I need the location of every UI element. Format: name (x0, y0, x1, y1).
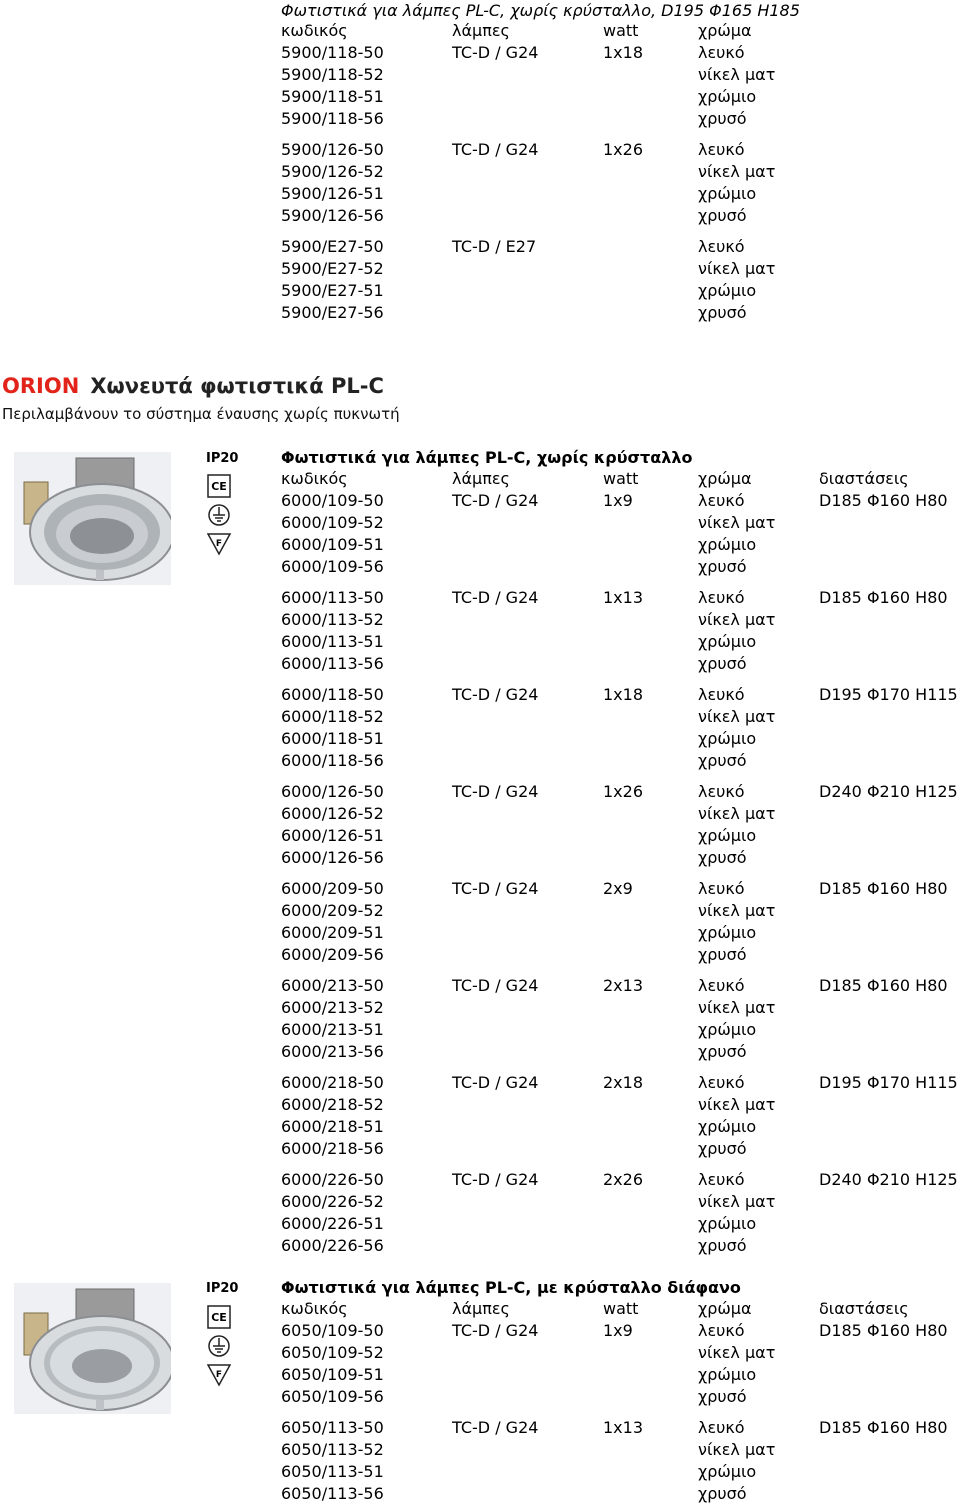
category-title: Χωνευτά φωτιστικά PL-C (90, 374, 384, 398)
product-code: 6000/118-50 (281, 685, 384, 704)
product-color: χρυσό (698, 557, 747, 576)
lamp-type: TC-D / G24 (452, 685, 539, 704)
product-photo-downlight (14, 452, 171, 589)
wattage: 2x9 (603, 879, 633, 898)
wattage: 1x18 (603, 43, 644, 62)
wattage: 1x13 (603, 1418, 644, 1437)
product-code: 6000/109-52 (281, 513, 384, 532)
product-code: 6000/218-50 (281, 1073, 384, 1092)
product-code: 6000/213-51 (281, 1020, 384, 1039)
product-color: λευκό (698, 1321, 745, 1340)
ip-rating: IP20 (206, 1281, 239, 1296)
product-code: 5900/E27-52 (281, 259, 384, 278)
product-color: λευκό (698, 1418, 745, 1437)
product-color: νίκελ ματ (698, 1095, 776, 1114)
product-color: χρώμιο (698, 281, 757, 300)
product-color: χρώμιο (698, 1365, 757, 1384)
product-color: χρυσό (698, 1236, 747, 1255)
product-code: 6000/118-51 (281, 729, 384, 748)
dimensions: D185 Φ160 H80 (819, 879, 948, 898)
header-code: κωδικός (281, 469, 348, 488)
product-code: 6000/226-51 (281, 1214, 384, 1233)
orion-description: Περιλαμβάνουν το σύστημα έναυσης χωρίς πυκνωτή (2, 405, 400, 423)
wattage: 2x26 (603, 1170, 644, 1189)
svg-text:CE: CE (211, 1311, 227, 1324)
product-color: λευκό (698, 1073, 745, 1092)
product-color: χρώμιο (698, 1020, 757, 1039)
product-code: 6000/218-56 (281, 1139, 384, 1158)
product-code: 6000/213-52 (281, 998, 384, 1017)
product-color: νίκελ ματ (698, 1440, 776, 1459)
lamp-type: TC-D / G24 (452, 1073, 539, 1092)
product-color: νίκελ ματ (698, 804, 776, 823)
dimensions: D185 Φ160 H80 (819, 491, 948, 510)
header-code: κωδικός (281, 1299, 348, 1318)
product-color: χρυσό (698, 1139, 747, 1158)
product-color: νίκελ ματ (698, 259, 776, 278)
product-color: λευκό (698, 140, 745, 159)
product-code: 6050/109-50 (281, 1321, 384, 1340)
wattage: 1x9 (603, 1321, 633, 1340)
product-color: χρυσό (698, 1387, 747, 1406)
wattage: 1x26 (603, 782, 644, 801)
dimensions: D240 Φ210 H125 (819, 1170, 958, 1189)
product-color: χρυσό (698, 945, 747, 964)
product-color: νίκελ ματ (698, 610, 776, 629)
product-color: νίκελ ματ (698, 707, 776, 726)
product-code: 6000/226-50 (281, 1170, 384, 1189)
header-color: χρώμα (698, 469, 752, 488)
product-color: χρώμιο (698, 632, 757, 651)
product-code: 6000/126-56 (281, 848, 384, 867)
product-code: 6000/209-50 (281, 879, 384, 898)
section-a-title: Φωτιστικά για λάμπες PL-C, χωρίς κρύσταλλο (281, 448, 693, 467)
product-color: λευκό (698, 588, 745, 607)
dimensions: D185 Φ160 H80 (819, 1418, 948, 1437)
top-subtitle: Φωτιστικά για λάμπες PL-C, χωρίς κρύσταλλο, D195 Φ165 H185 (281, 1, 800, 20)
product-code: 5900/126-50 (281, 140, 384, 159)
product-color: χρυσό (698, 848, 747, 867)
product-code: 6050/113-52 (281, 1440, 384, 1459)
product-code: 6000/226-52 (281, 1192, 384, 1211)
f-mark-icon (207, 532, 231, 560)
product-color: χρυσό (698, 1484, 747, 1503)
orion-heading (2, 372, 384, 402)
earth-ground-icon (207, 1334, 231, 1362)
lamp-type: TC-D / G24 (452, 1170, 539, 1189)
header-watt: watt (603, 21, 639, 40)
lamp-type: TC-D / G24 (452, 491, 539, 510)
product-code: 6000/118-56 (281, 751, 384, 770)
header-lamps: λάμπες (452, 21, 510, 40)
product-code: 6000/209-51 (281, 923, 384, 942)
product-color: λευκό (698, 1170, 745, 1189)
product-code: 6050/113-51 (281, 1462, 384, 1481)
header-lamps: λάμπες (452, 469, 510, 488)
lamp-type: TC-D / G24 (452, 43, 539, 62)
product-code: 5900/118-52 (281, 65, 384, 84)
product-color: χρυσό (698, 654, 747, 673)
product-code: 6000/109-50 (281, 491, 384, 510)
product-code: 6050/113-56 (281, 1484, 384, 1503)
ip-rating: IP20 (206, 451, 239, 466)
lamp-type: TC-D / G24 (452, 1418, 539, 1437)
product-color: χρώμιο (698, 826, 757, 845)
header-watt: watt (603, 1299, 639, 1318)
product-color: λευκό (698, 491, 745, 510)
wattage: 1x18 (603, 685, 644, 704)
product-code: 6000/118-52 (281, 707, 384, 726)
product-color: χρώμιο (698, 1214, 757, 1233)
svg-text:F: F (215, 539, 223, 549)
product-code: 6000/113-51 (281, 632, 384, 651)
section-b-title: Φωτιστικά για λάμπες PL-C, με κρύσταλλο διάφανο (281, 1278, 741, 1297)
product-code: 6000/109-56 (281, 557, 384, 576)
product-color: χρυσό (698, 206, 747, 225)
lamp-type: TC-D / G24 (452, 879, 539, 898)
product-code: 5900/E27-51 (281, 281, 384, 300)
product-color: λευκό (698, 237, 745, 256)
product-code: 6050/109-52 (281, 1343, 384, 1362)
product-color: χρώμιο (698, 1117, 757, 1136)
product-color: χρώμιο (698, 923, 757, 942)
product-color: νίκελ ματ (698, 1192, 776, 1211)
product-code: 6050/109-56 (281, 1387, 384, 1406)
dimensions: D185 Φ160 H80 (819, 588, 948, 607)
product-color: χρώμιο (698, 535, 757, 554)
product-color: χρώμιο (698, 87, 757, 106)
product-code: 6000/126-50 (281, 782, 384, 801)
product-color: χρυσό (698, 1042, 747, 1061)
product-color: λευκό (698, 879, 745, 898)
product-code: 6000/226-56 (281, 1236, 384, 1255)
dimensions: D195 Φ170 H115 (819, 1073, 958, 1092)
product-color: χρυσό (698, 751, 747, 770)
product-color: νίκελ ματ (698, 998, 776, 1017)
ce-mark-icon (207, 474, 231, 502)
product-color: λευκό (698, 43, 745, 62)
product-code: 6050/113-50 (281, 1418, 384, 1437)
header-dimensions: διαστάσεις (819, 1299, 909, 1318)
dimensions: D195 Φ170 H115 (819, 685, 958, 704)
lamp-type: TC-D / E27 (452, 237, 537, 256)
header-color: χρώμα (698, 1299, 752, 1318)
svg-text:F: F (215, 1370, 223, 1380)
wattage: 2x18 (603, 1073, 644, 1092)
product-code: 6000/113-50 (281, 588, 384, 607)
earth-ground-icon (207, 503, 231, 531)
wattage: 1x13 (603, 588, 644, 607)
product-color: νίκελ ματ (698, 162, 776, 181)
product-code: 5900/118-51 (281, 87, 384, 106)
product-color: νίκελ ματ (698, 901, 776, 920)
product-code: 5900/126-52 (281, 162, 384, 181)
brand-name: ORION (2, 374, 80, 398)
dimensions: D240 Φ210 H125 (819, 782, 958, 801)
product-code: 5900/E27-56 (281, 303, 384, 322)
header-color: χρώμα (698, 21, 752, 40)
product-code: 6000/213-56 (281, 1042, 384, 1061)
product-code: 5900/126-51 (281, 184, 384, 203)
product-color: λευκό (698, 782, 745, 801)
product-code: 6000/126-51 (281, 826, 384, 845)
product-color: λευκό (698, 685, 745, 704)
product-color: νίκελ ματ (698, 513, 776, 532)
wattage: 2x13 (603, 976, 644, 995)
header-watt: watt (603, 469, 639, 488)
lamp-type: TC-D / G24 (452, 140, 539, 159)
header-lamps: λάμπες (452, 1299, 510, 1318)
product-code: 6000/113-52 (281, 610, 384, 629)
product-color: νίκελ ματ (698, 65, 776, 84)
product-color: χρώμιο (698, 1462, 757, 1481)
ce-mark-icon (207, 1305, 231, 1333)
product-color: χρυσό (698, 303, 747, 322)
product-color: νίκελ ματ (698, 1343, 776, 1362)
product-color: χρώμιο (698, 184, 757, 203)
lamp-type: TC-D / G24 (452, 1321, 539, 1340)
product-code: 6000/126-52 (281, 804, 384, 823)
product-code: 6050/109-51 (281, 1365, 384, 1384)
product-code: 6000/213-50 (281, 976, 384, 995)
f-mark-icon (207, 1363, 231, 1391)
svg-text:CE: CE (211, 480, 227, 493)
lamp-type: TC-D / G24 (452, 782, 539, 801)
product-code: 6000/113-56 (281, 654, 384, 673)
header-dimensions: διαστάσεις (819, 469, 909, 488)
product-code: 6000/218-51 (281, 1117, 384, 1136)
product-code: 6000/218-52 (281, 1095, 384, 1114)
product-code: 6000/109-51 (281, 535, 384, 554)
product-code: 6000/209-52 (281, 901, 384, 920)
wattage: 1x26 (603, 140, 644, 159)
header-code: κωδικός (281, 21, 348, 40)
product-code: 5900/118-50 (281, 43, 384, 62)
lamp-type: TC-D / G24 (452, 588, 539, 607)
product-color: χρώμιο (698, 729, 757, 748)
product-code: 5900/126-56 (281, 206, 384, 225)
product-code: 5900/E27-50 (281, 237, 384, 256)
product-color: λευκό (698, 976, 745, 995)
product-code: 6000/209-56 (281, 945, 384, 964)
product-color: χρυσό (698, 109, 747, 128)
product-photo-downlight-glass (14, 1283, 171, 1418)
product-code: 5900/118-56 (281, 109, 384, 128)
dimensions: D185 Φ160 H80 (819, 1321, 948, 1340)
lamp-type: TC-D / G24 (452, 976, 539, 995)
wattage: 1x9 (603, 491, 633, 510)
dimensions: D185 Φ160 H80 (819, 976, 948, 995)
